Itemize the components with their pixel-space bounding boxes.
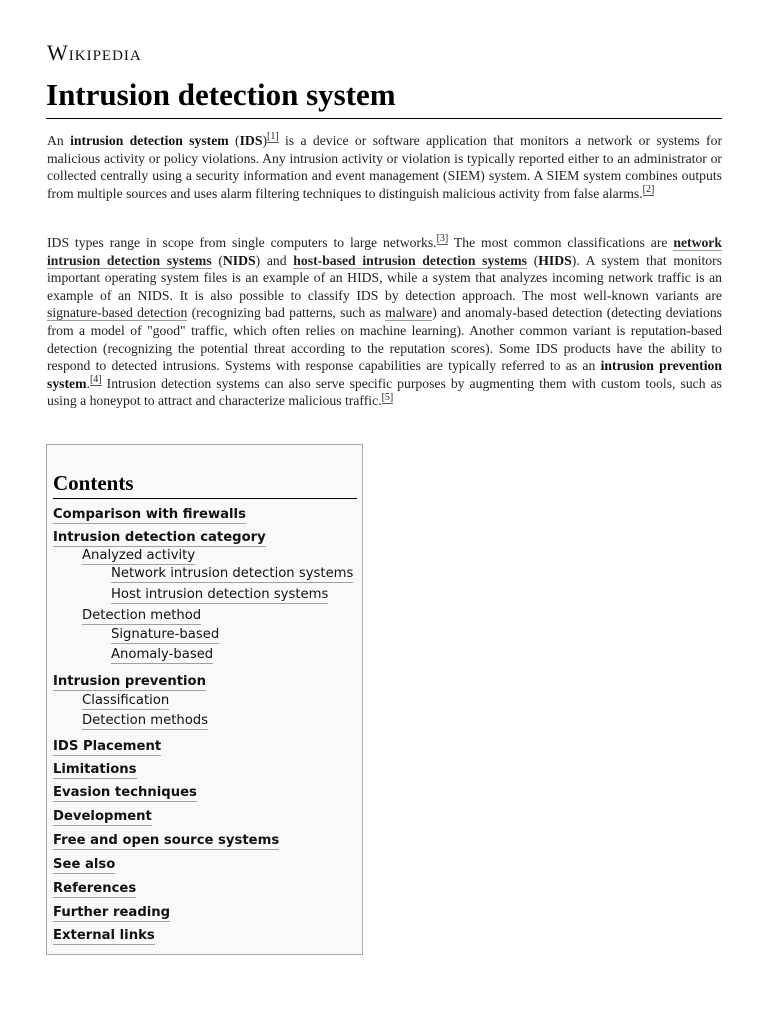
text: The most common classifications are xyxy=(448,235,674,250)
toc-item-external-links[interactable]: External links xyxy=(53,928,155,943)
toc-item-evasion-techniques[interactable]: Evasion techniques xyxy=(53,785,197,800)
toc-item-intrusion-detection-category[interactable]: Intrusion detection category xyxy=(53,530,266,545)
page-title: Intrusion detection system xyxy=(46,76,722,119)
bold-term: NIDS xyxy=(222,252,256,268)
table-of-contents xyxy=(46,444,363,955)
text: ( xyxy=(228,133,240,148)
toc-title: Contents xyxy=(53,469,357,499)
text: (recognizing bad patterns, such as xyxy=(187,305,386,321)
text: An xyxy=(47,133,71,148)
malware-link[interactable]: malware xyxy=(385,305,433,321)
toc-item-host-ids[interactable]: Host intrusion detection systems xyxy=(111,587,329,602)
hids-link[interactable]: host-based intrusion detection systems xyxy=(293,252,528,268)
text: ) and xyxy=(255,252,294,268)
citation-ref[interactable] xyxy=(90,374,102,386)
citation-ref[interactable] xyxy=(382,392,394,404)
text: is a device or software application that monitors a network or systems for malicious activity or policy violations. Any intrusion activity or violation is typically reported either to an administrator or collected centrally using a security information and event management (SIEM) system. A SIEM system combines outputs from multiple sources and uses alarm filtering techniques to distinguish malicious activity from false alarms. xyxy=(47,133,723,201)
toc-item-free-and-open-source-systems[interactable]: Free and open source systems xyxy=(53,833,280,848)
toc-item-comparison-with-firewalls[interactable]: Comparison with firewalls xyxy=(53,507,246,522)
citation-link[interactable]: [4] xyxy=(89,374,102,386)
citation-ref[interactable] xyxy=(643,184,655,196)
citation-link[interactable]: [5] xyxy=(381,391,394,403)
nids-link[interactable]: network intrusion detection systems xyxy=(47,235,722,268)
toc-item-classification[interactable]: Classification xyxy=(82,693,170,708)
citation-link[interactable]: [3] xyxy=(436,233,449,245)
toc-item-further-reading[interactable]: Further reading xyxy=(53,905,171,920)
toc-item-detection-methods[interactable]: Detection methods xyxy=(82,713,209,728)
toc-item-references[interactable]: References xyxy=(53,881,137,896)
text: Intrusion detection systems can also serve specific purposes by augmenting them with custom tools, such as using a honeypot to attract and characterize malicious traffic. xyxy=(47,375,722,409)
toc-item-network-ids[interactable]: Network intrusion detection systems xyxy=(111,566,354,581)
text: ( xyxy=(211,252,223,268)
text: IDS types range in scope from single computers to large networks. xyxy=(47,235,437,250)
signature-detection-link[interactable]: signature-based detection xyxy=(47,305,188,321)
bold-term: IDS xyxy=(239,133,263,148)
citation-link[interactable]: [2] xyxy=(642,184,655,196)
bold-term: HIDS xyxy=(538,252,572,268)
intro-paragraph-2 xyxy=(47,234,722,410)
text: ) xyxy=(262,133,267,148)
toc-item-limitations[interactable]: Limitations xyxy=(53,762,137,777)
toc-item-detection-method[interactable]: Detection method xyxy=(82,608,202,623)
text: ( xyxy=(527,252,539,268)
toc-item-see-also[interactable]: See also xyxy=(53,857,116,872)
citation-ref[interactable] xyxy=(437,233,449,245)
intro-paragraph-1 xyxy=(47,132,722,202)
bold-term: intrusion prevention system xyxy=(47,358,722,391)
text: . xyxy=(86,375,90,391)
toc-item-ids-placement[interactable]: IDS Placement xyxy=(53,739,162,754)
bold-term: intrusion detection system xyxy=(70,133,229,148)
wikipedia-wordmark: Wikipedia xyxy=(47,40,142,65)
toc-item-signature-based[interactable]: Signature-based xyxy=(111,627,220,642)
toc-item-development[interactable]: Development xyxy=(53,809,152,824)
citation-link[interactable]: [1] xyxy=(267,131,279,143)
citation-ref[interactable] xyxy=(267,131,279,143)
text: ) and anomaly-based detection (detecting deviations from a model of "good" traffic, which often relies on machine learning). Another common variant is reputation-based detection (recognizing the potential threat according to the reputation scores). Some IDS products have the ability to respond to detected intrusions. Systems with response capabilities are typically referred to as an xyxy=(47,305,723,374)
toc-item-anomaly-based[interactable]: Anomaly-based xyxy=(111,647,214,662)
text: ). A system that monitors important operating system files is an example of an HIDS, while a system that analyzes incoming network traffic is an example of an NIDS. It is also possible to classify IDS by detection approach. The most well-known variants are xyxy=(47,252,722,303)
toc-item-analyzed-activity[interactable]: Analyzed activity xyxy=(82,548,196,563)
toc-item-intrusion-prevention[interactable]: Intrusion prevention xyxy=(53,674,206,689)
